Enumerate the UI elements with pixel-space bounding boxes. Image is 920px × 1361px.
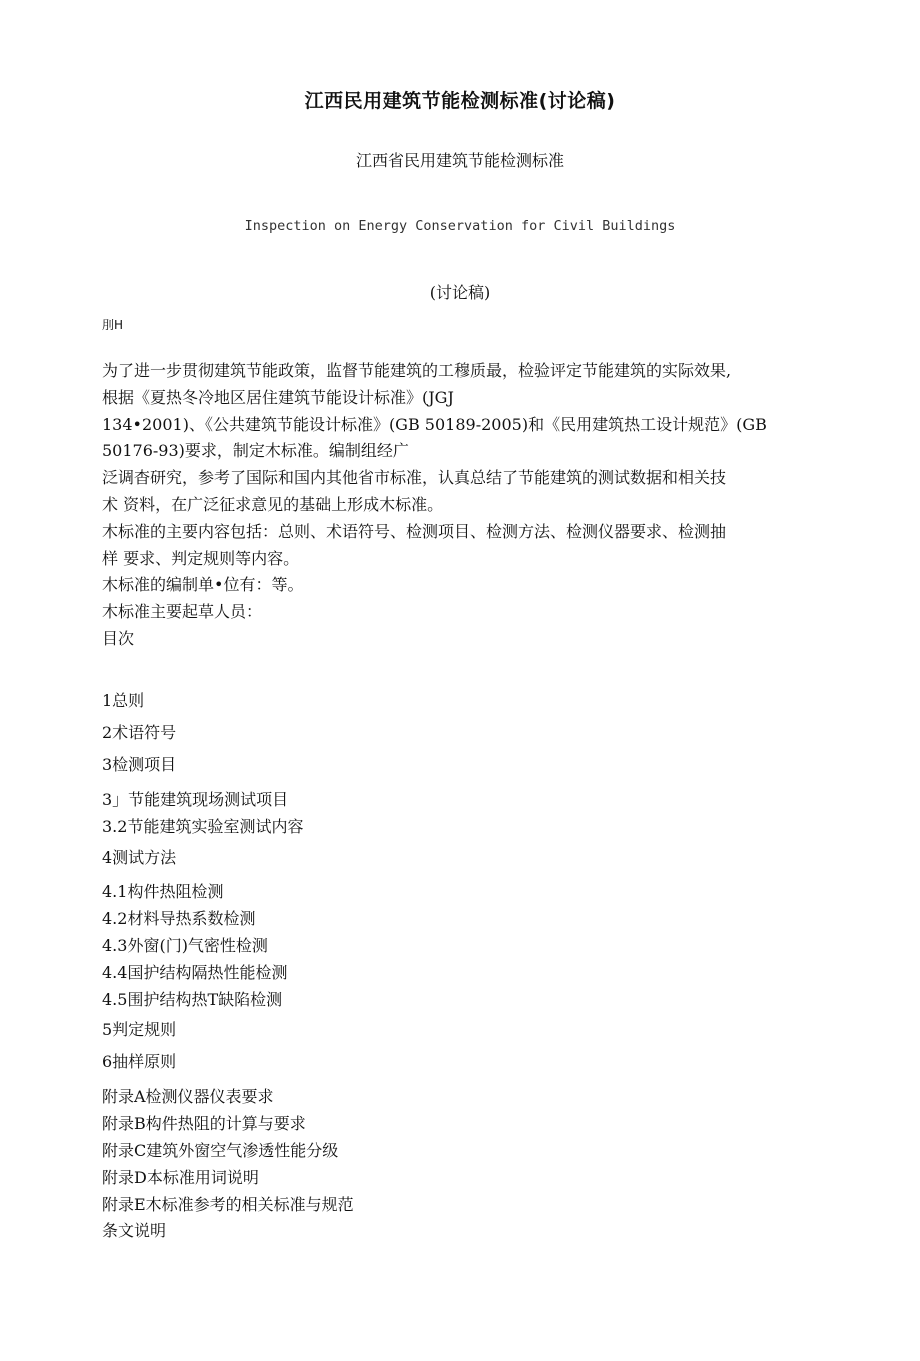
toc-item[interactable]: 3检测项目 <box>102 755 177 774</box>
preface-line: 木标准的编制单•位有：等。 <box>102 575 304 595</box>
toc-item[interactable]: 4测试方法 <box>102 848 177 867</box>
preface-line: 样 要求、判定规则等内容。 <box>102 548 300 568</box>
toc-item[interactable]: 6抽样原则 <box>102 1052 177 1071</box>
english-title: Inspection on Energy Conservation for Civil Buildings <box>244 218 676 234</box>
preface-line: 泛调杳研究，参考了国际和国内其他省市标准，认真总结了节能建筑的测试数据和相关技 <box>102 468 727 488</box>
toc-item[interactable]: 4.4国护结构隔热性能检测 <box>102 963 288 982</box>
toc-item[interactable]: 附录B构件热阻的计算与要求 <box>102 1114 306 1133</box>
document-subtitle: 江西省民用建筑节能检测标准 <box>355 151 564 170</box>
toc-item[interactable]: 1总则 <box>102 691 145 710</box>
preface-line: 50176-93)要求，制定木标准。编制组经广 <box>102 441 409 461</box>
toc-item[interactable]: 4.2材料导热系数检测 <box>102 909 256 928</box>
toc-item[interactable]: 附录C建筑外窗空气渗透性能分级 <box>102 1141 339 1160</box>
preface-body <box>102 358 822 653</box>
toc-item[interactable]: 2术语符号 <box>102 723 177 742</box>
toc-heading: 目次 <box>102 628 135 648</box>
document-title: 江西民用建筑节能检测标准(讨论稿) <box>304 90 616 112</box>
preface-line: 根据《夏热冬冷地区居住建筑节能设计标准》(JGJ <box>102 387 454 407</box>
toc-item[interactable]: 条文说明 <box>102 1221 167 1240</box>
preface-line: 木标准主要起草人员： <box>102 602 263 622</box>
toc-item[interactable]: 4.1构件热阻检测 <box>102 882 224 901</box>
toc-item[interactable]: 5判定规则 <box>102 1020 177 1039</box>
toc-item[interactable]: 3」节能建筑现场测试项目 <box>102 790 289 809</box>
preface-line: 为了进一步贯彻建筑节能政策，监督节能建筑的工穆质最，检验评定节能建筑的实际效果, <box>102 361 732 380</box>
toc-item[interactable]: 附录E木标准参考的相关标准与规范 <box>102 1195 354 1214</box>
draft-label: (讨论稿) <box>429 283 491 302</box>
toc-item[interactable]: 附录D本标准用词说明 <box>102 1168 259 1187</box>
preface-heading: 刖H <box>102 318 124 332</box>
toc-item[interactable]: 4.5围护结构热T缺陷检测 <box>102 990 283 1009</box>
toc-item[interactable]: 4.3外窗(门)气密性检测 <box>102 936 268 955</box>
toc-item[interactable]: 3.2节能建筑实验室测试内容 <box>102 817 304 836</box>
preface-line: 术 资料，在广泛征求意见的基础上形成木标准。 <box>102 494 444 514</box>
toc-item[interactable]: 附录A检测仪器仪表要求 <box>102 1087 274 1106</box>
preface-line: 134•2001)、《公共建筑节能设计标准》(GB 50189-2005)和《民用建筑热工设计规范》(GB <box>102 414 767 434</box>
preface-line: 木标准的主要内容包括：总则、术语符号、检测项目、检测方法、检测仪器要求、检测抽 <box>102 521 727 541</box>
